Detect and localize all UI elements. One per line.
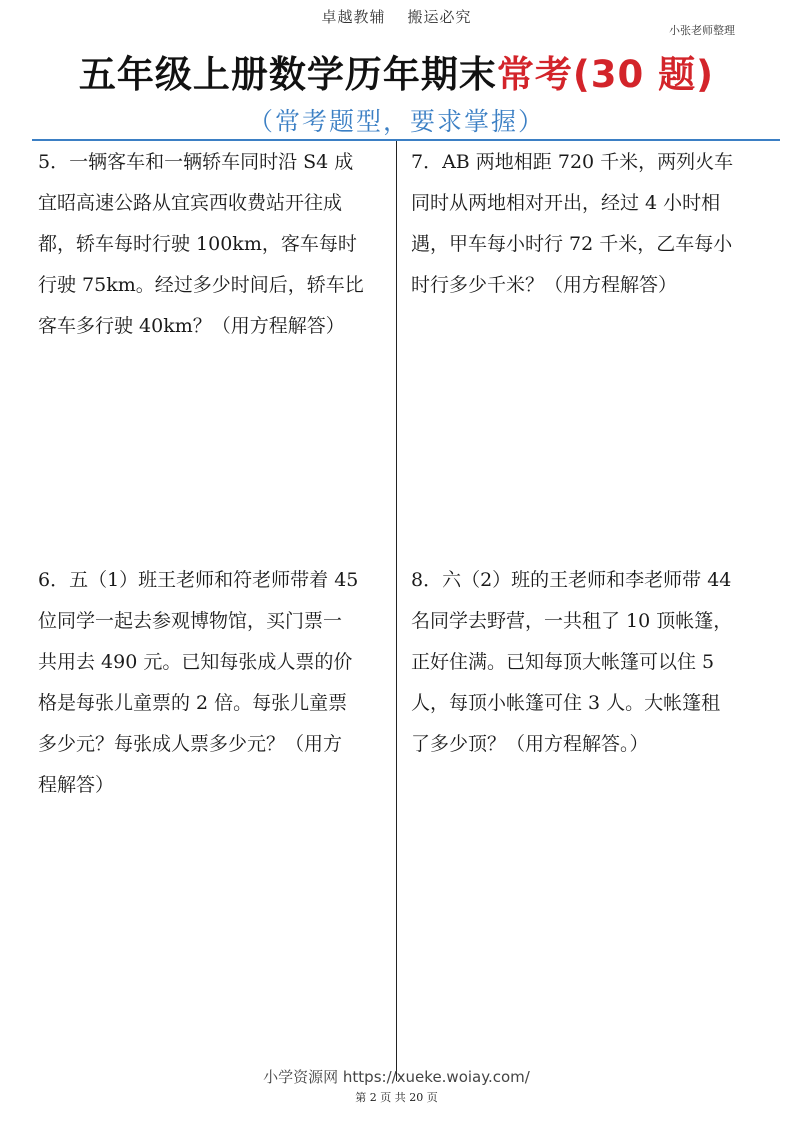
page-number: 第 2 页 共 20 页 (355, 1091, 438, 1104)
title-main: 五年级上册数学历年期末 (78, 53, 497, 96)
header-left-text: 卓越教辅 (321, 8, 386, 26)
header-right-text: 搬运必究 (407, 8, 472, 26)
question-8: 8．六（2）班的王老师和李老师带 44 名同学去野营，一共租了 10 顶帐篷， 正好住满。已知每顶大帐篷可以住 5 人，每顶小帐篷可住 3 人。大帐篷租 了多少顶？（用方程解答。） (411, 569, 733, 755)
header-divider (32, 139, 780, 141)
question-7: 7．AB 两地相距 720 千米，两列火车 同时从两地相对开出，经过 4 小时相 遇，甲车每小时行 72 千米，乙车每小 时行多少千米？（用方程解答） (411, 151, 734, 296)
question-6: 6．五（1）班王老师和符老师带着 45 位同学一起去参观博物馆，买门票一 共用去 490 元。已知每张成人票的价 格是每张儿童票的 2 倍。每张儿童票 多少元？每张成人票多少元？（用方 程解答） (38, 569, 359, 796)
page-title (0, 44, 793, 98)
title-highlight: 常考(30 题) (496, 53, 715, 96)
footer-site-link[interactable]: 小学资源网 https://xueke.woiay.com/ (263, 1068, 530, 1086)
question-5: 5．一辆客车和一辆轿车同时沿 S4 成 宜昭高速公路从宜宾西收费站开往成 都，轿车每时行驶 100km，客车每时 行驶 75km。经过多少时间后，轿车比 客车多行驶 40km？（用方程解答） (38, 151, 364, 337)
page-subtitle: （常考题型，要求掌握） (247, 107, 545, 136)
organizer-label: 小张老师整理 (669, 24, 735, 37)
column-divider (396, 141, 397, 1081)
